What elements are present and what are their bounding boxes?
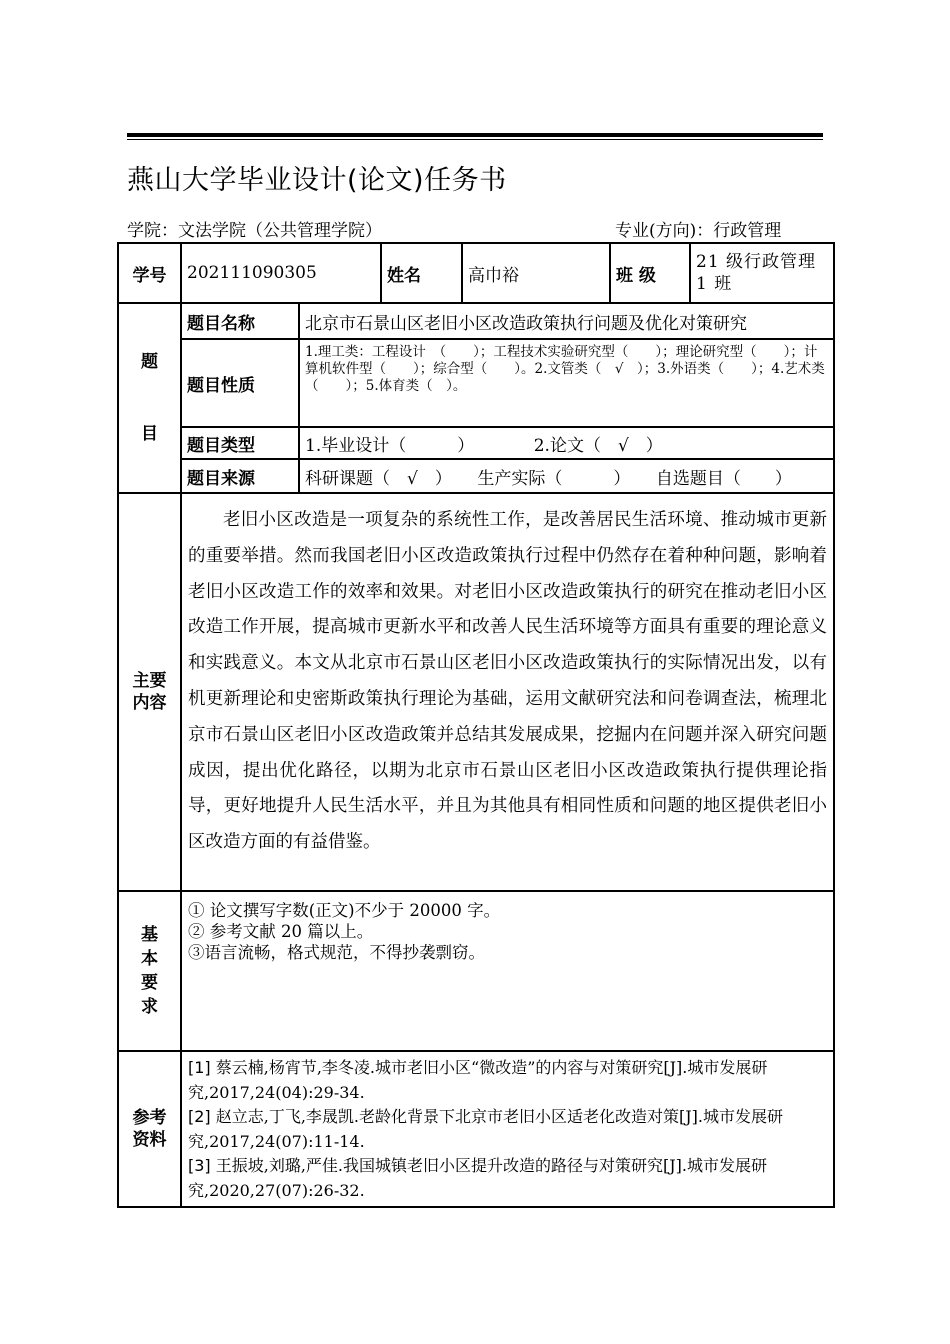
references-list <box>181 1051 834 1207</box>
reference-text: 赵立志,丁飞,李晟凯.老龄化背景下北京市老旧小区适老化改造对策[J].城市发展研究,2017,24(07):11-14. <box>188 1107 784 1151</box>
reference-number: [2] <box>188 1107 211 1126</box>
major-line: 专业(方向)：行政管理 <box>615 221 782 241</box>
references-label: 参考 资料 <box>118 1051 181 1207</box>
main-content-label <box>118 493 181 891</box>
top-rule-thin <box>127 139 823 140</box>
class-value: 21 级行政管理 1 班 <box>690 243 834 303</box>
topic-name-value: 北京市石景山区老旧小区改造政策执行问题及优化对策研究 <box>299 303 834 339</box>
topic-source-row <box>118 459 834 493</box>
reference-item <box>188 1154 828 1203</box>
requirements-list <box>181 891 834 1051</box>
topic-nature-row <box>118 339 834 427</box>
college-line: 学院：文法学院（公共管理学院） <box>127 221 382 241</box>
reference-number: [1] <box>188 1058 211 1077</box>
main-content-label-line1: 主要 <box>132 671 167 691</box>
class-label: 班 级 <box>610 243 690 303</box>
references-row <box>118 1051 834 1207</box>
student-name-label: 姓名 <box>381 243 462 303</box>
student-name-value: 高巾裕 <box>462 243 610 303</box>
student-id-label: 学号 <box>118 243 181 303</box>
topic-source-label: 题目来源 <box>181 459 299 493</box>
topic-name-row <box>118 303 834 339</box>
reference-number: [3] <box>188 1156 211 1175</box>
topic-type-label: 题目类型 <box>181 427 299 459</box>
topic-type-row <box>118 427 834 459</box>
reference-item <box>188 1105 828 1154</box>
student-id-value: 202111090305 <box>181 243 381 303</box>
student-info-row <box>118 243 834 303</box>
document-title: 燕山大学毕业设计(论文)任务书 <box>127 165 507 196</box>
requirement-item: ① 论文撰写字数(正文)不少于 20000 字。 <box>188 901 501 920</box>
topic-nature-label: 题目性质 <box>181 339 299 427</box>
requirements-row <box>118 891 834 1051</box>
reference-item <box>188 1056 828 1105</box>
topic-section-label <box>118 303 181 493</box>
top-rule-thick <box>127 133 823 137</box>
main-content-label-line2: 内容 <box>132 693 167 713</box>
main-content-row <box>118 493 834 891</box>
requirement-item: ③语言流畅，格式规范，不得抄袭剽窃。 <box>188 943 485 962</box>
task-table <box>117 242 835 1208</box>
reference-text: 王振坡,刘璐,严佳.我国城镇老旧小区提升改造的路径与对策研究[J].城市发展研究,2020,27(07):26-32. <box>188 1156 768 1200</box>
reference-text: 蔡云楠,杨宵节,李冬凌.城市老旧小区“微改造”的内容与对策研究[J].城市发展研究,2017,24(04):29-34. <box>188 1058 768 1102</box>
requirements-label: 基 本 要 求 <box>118 891 181 1051</box>
topic-type-value: 1.毕业设计（ ） 2.论文（ √ ） <box>299 427 834 459</box>
topic-name-label: 题目名称 <box>181 303 299 339</box>
main-content-text: 老旧小区改造是一项复杂的系统性工作，是改善居民生活环境、推动城市更新的重要举措。然而我国老旧小区改造政策执行过程中仍然存在着种种问题，影响着老旧小区改造工作的效率和效果。对老旧小区改造政策执行的研究在推动老旧小区改造工作开展，提高城市更新水平和改善人民生活环境等方面具有重要的理论意义和实践意义。本文从北京市石景山区老旧小区改造政策执行的实际情况出发，以有机更新理论和史密斯政策执行理论为基础，运用文献研究法和问卷调查法，梳理北京市石景山区老旧小区改造政策并总结其发展成果，挖掘内在问题并深入研究问题成因，提出优化路径，以期为北京市石景山区老旧小区改造政策执行提供理论指导，更好地提升人民生活水平，并且为其他具有相同性质和问题的地区提供老旧小区改造方面的有益借鉴。 <box>181 493 834 891</box>
requirement-item: ② 参考文献 20 篇以上。 <box>188 922 374 941</box>
topic-nature-value: 1.理工类：工程设计 （ ）；工程技术实验研究型（ ）；理论研究型（ ）；计算机软件型（ ）；综合型（ ）。2.文管类（ √ ）；3.外语类（ ）；4.艺术类（ ）；5.体育类（ ）。 <box>299 339 834 427</box>
topic-source-value: 科研课题（ √ ） 生产实际（ ） 自选题目（ ） <box>299 459 834 493</box>
topic-section-label-char2: 目 <box>141 424 158 444</box>
topic-section-label-char1: 题 <box>141 352 158 372</box>
